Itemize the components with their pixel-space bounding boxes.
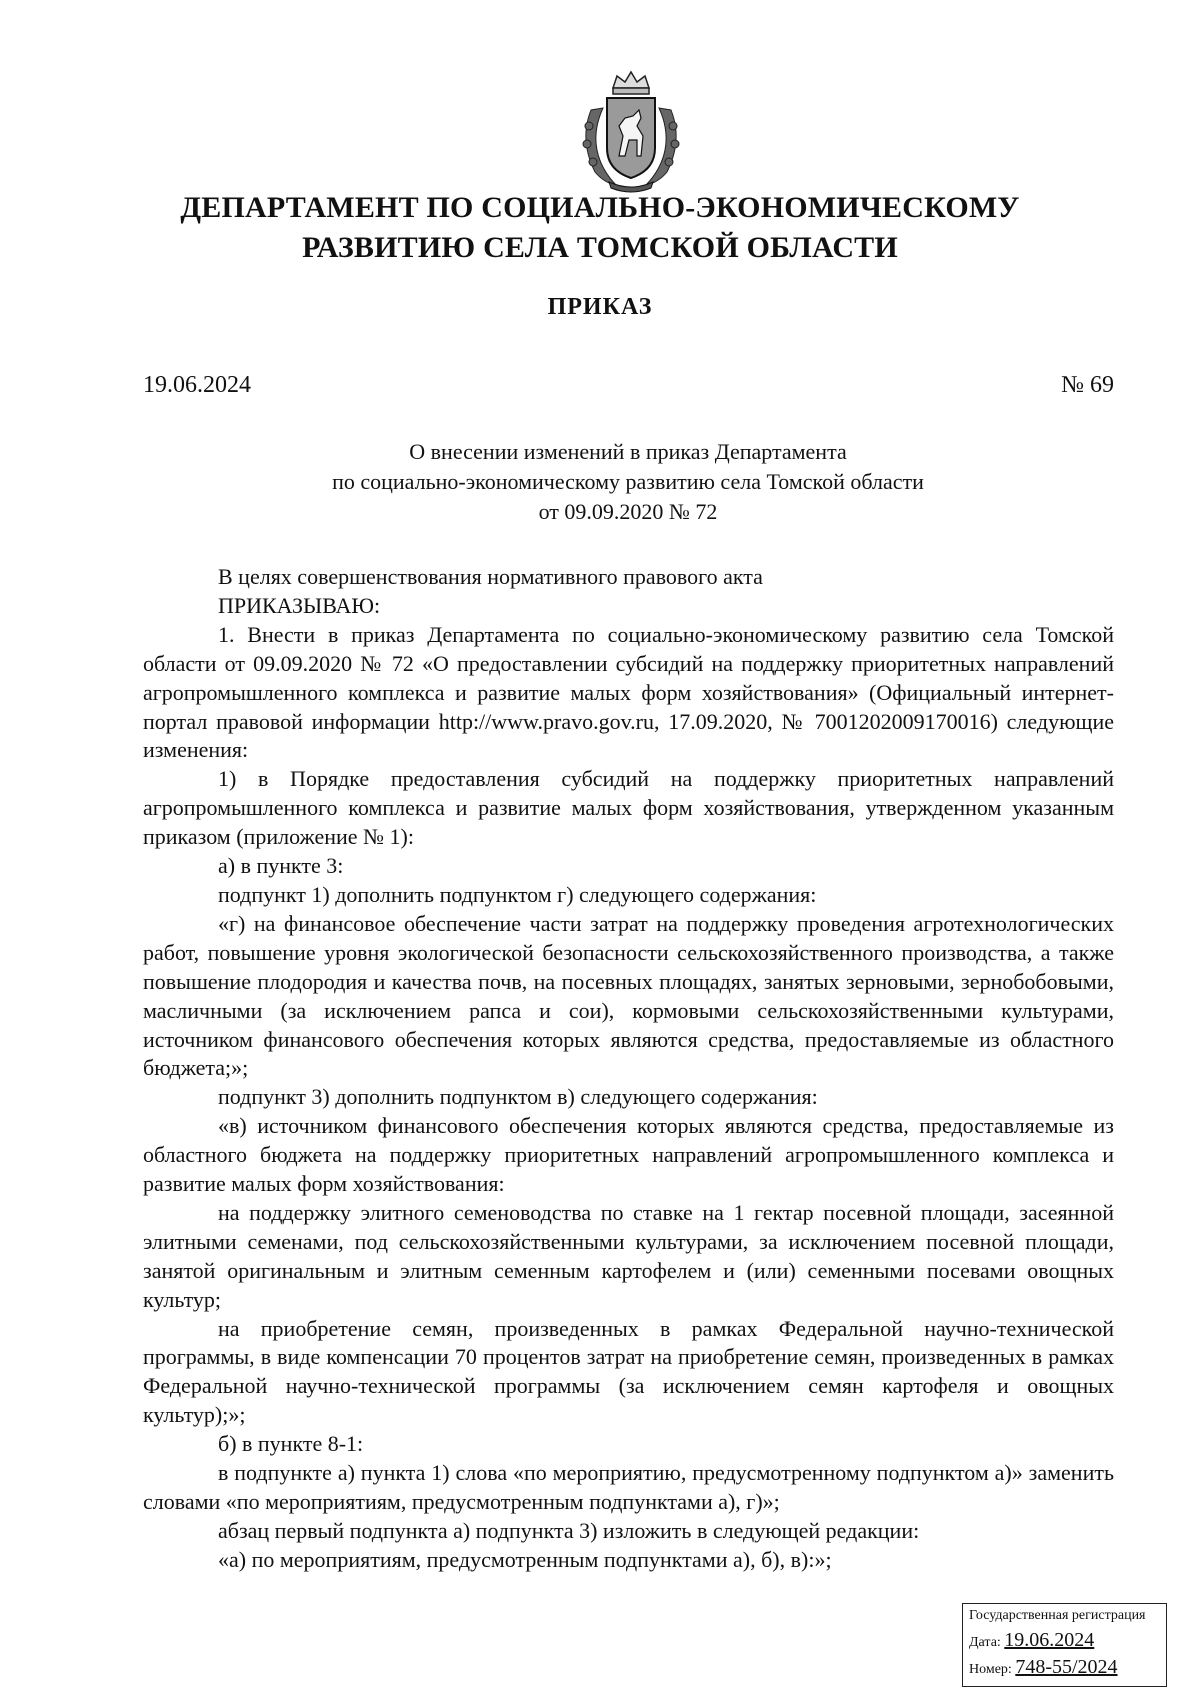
document-number: № 69 bbox=[1061, 372, 1114, 398]
department-name bbox=[100, 188, 1100, 268]
document-date: 19.06.2024 bbox=[143, 372, 251, 398]
body-paragraph: подпункт 3) дополнить подпунктом в) следующего содержания: bbox=[218, 1084, 818, 1110]
stamp-date-label: Дата: bbox=[969, 1635, 1001, 1650]
subject-line: О внесении изменений в приказ Департамента bbox=[409, 439, 847, 464]
body-paragraph: «г) на финансовое обеспечение части затрат на поддержку проведения агротехнологических работ, повышение уровня экологической безопасности сельскохозяйственного производства, а также повышение плодородия и качества почв, на посевных площадях, занятых зерновыми, зернобобовыми, масличными (за исключением рапса и сои), кормовыми сельскохозяйственными культурами, источником финансового обеспечения которых являются средства, предоставляемые из областного бюджета;»; bbox=[143, 910, 1114, 1081]
stamp-title: Государственная регистрация bbox=[969, 1608, 1146, 1623]
stamp-date-value: 19.06.2024 bbox=[1004, 1629, 1095, 1651]
stamp-number-row bbox=[969, 1655, 1166, 1682]
body-paragraph: 1. Внести в приказ Департамента по социально-экономическому развитию села Томской области от 09.09.2020 № 72 «О предоставлении субсидий на поддержку приоритетных направлений агропромышленного комплекса и развитие малых форм хозяйствования» (Официальный интернет-портал правовой информации http://www.pravo.gov.ru, 17.09.2020, № 7001202009170016) следующие изменения: bbox=[143, 621, 1114, 763]
body-paragraph: В целях совершенствования нормативного правового акта bbox=[218, 564, 763, 589]
department-name-line1: ДЕПАРТАМЕНТ ПО СОЦИАЛЬНО-ЭКОНОМИЧЕСКОМУ bbox=[180, 191, 1020, 224]
body-paragraph: на поддержку элитного семеноводства по ставке на 1 гектар посевной площади, засеянной элитными семенами, под сельскохозяйственными культурами, за исключением посевной площади, занятой оригинальным и элитным семенным картофелем и (или) семенными посевами овощных культур; bbox=[143, 1199, 1114, 1312]
body-paragraph: «а) по мероприятиям, предусмотренным подпунктами а), б), в):»; bbox=[218, 1546, 832, 1572]
stamp-number-value: 748-55/2024 bbox=[1015, 1656, 1118, 1678]
body-paragraph: на приобретение семян, произведенных в рамках Федеральной научно-технической программы, в виде компенсации 70 процентов затрат на приобретение семян, произведенных в рамках Федеральной научно-технической программы (за исключением семян картофеля и овощных культур);»; bbox=[143, 1315, 1114, 1428]
subject-line: от 09.09.2020 № 72 bbox=[538, 499, 718, 524]
body-paragraph: абзац первый подпункта а) подпункта 3) изложить в следующей редакции: bbox=[218, 1517, 920, 1543]
document-body bbox=[143, 563, 1114, 1575]
body-paragraph: а) в пункте 3: bbox=[218, 853, 344, 879]
body-paragraph: в подпункте а) пункта 1) слова «по мероприятию, предусмотренному подпунктом а)» заменить словами «по мероприятиям, предусмотренным подпунктами а), г)»; bbox=[143, 1460, 1114, 1514]
body-paragraph: 1) в Порядке предоставления субсидий на поддержку приоритетных направлений агропромышленного комплекса и развитие малых форм хозяйствования, утвержденном указанным приказом (приложение № 1): bbox=[143, 766, 1114, 850]
body-paragraph: подпункт 1) дополнить подпунктом г) следующего содержания: bbox=[218, 881, 817, 907]
document-type: ПРИКАЗ bbox=[547, 294, 653, 320]
stamp-date-row bbox=[969, 1628, 1166, 1655]
department-name-line2: РАЗВИТИЮ СЕЛА ТОМСКОЙ ОБЛАСТИ bbox=[302, 231, 898, 264]
document-subject bbox=[143, 437, 1113, 527]
body-paragraph: ПРИКАЗЫВАЮ: bbox=[218, 592, 381, 618]
body-paragraph: «в) источником финансового обеспечения которых являются средства, предоставляемые из областного бюджета на поддержку приоритетных направлений агропромышленного комплекса и развитие малых форм хозяйствования: bbox=[143, 1113, 1114, 1197]
registration-stamp bbox=[962, 1603, 1167, 1687]
subject-line: по социально-экономическому развитию села Томской области bbox=[332, 469, 924, 494]
tomsk-region-coat-of-arms-icon bbox=[573, 70, 689, 194]
stamp-number-label: Номер: bbox=[969, 1662, 1012, 1677]
body-paragraph: б) в пункте 8-1: bbox=[218, 1431, 364, 1457]
